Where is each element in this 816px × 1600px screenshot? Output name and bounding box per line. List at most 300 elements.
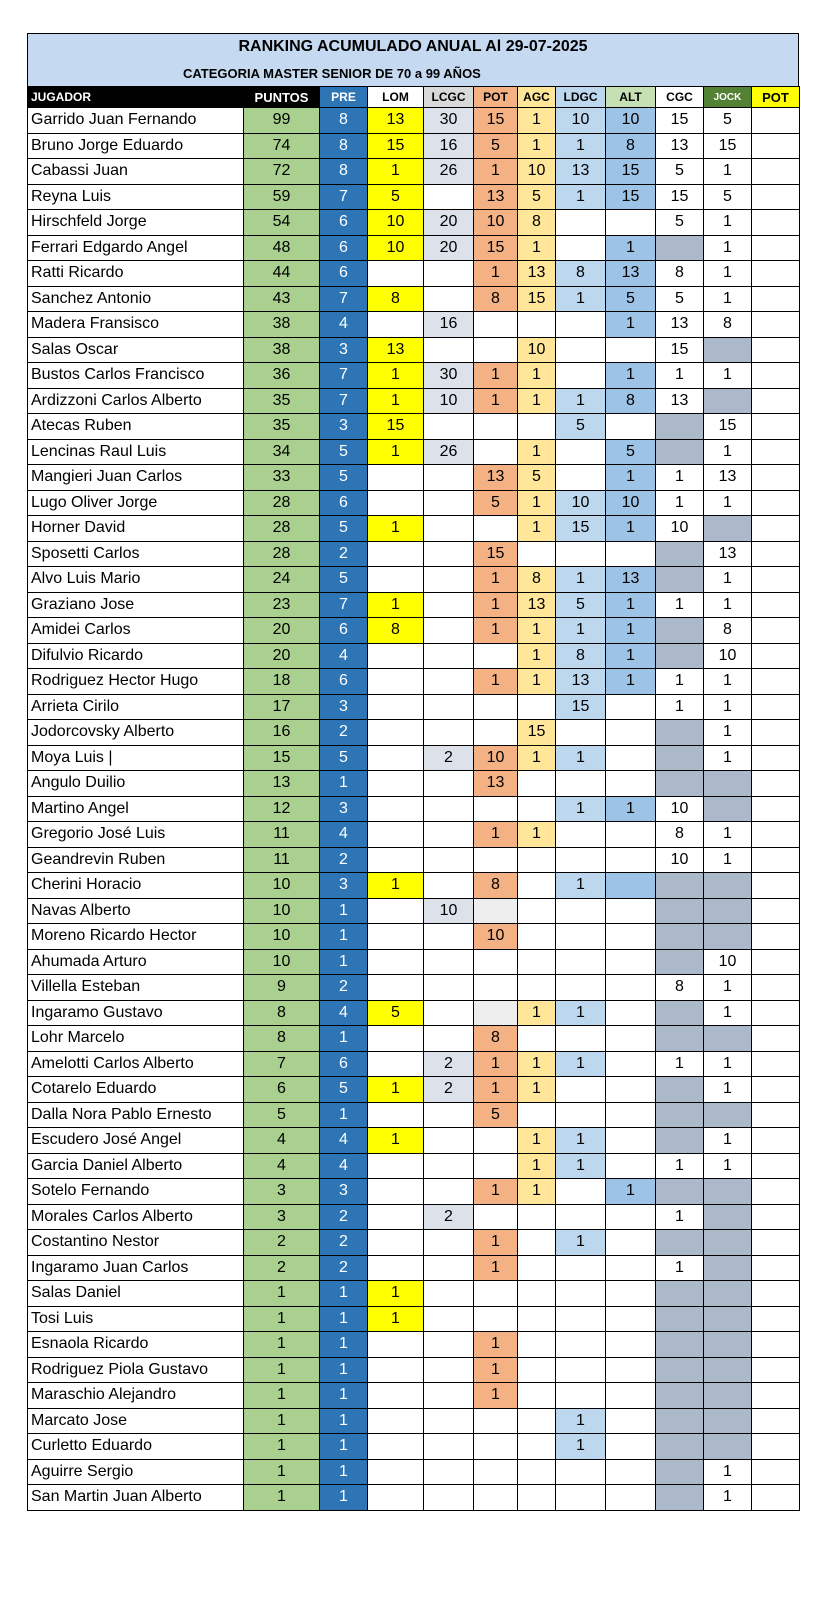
pot-final-cell xyxy=(752,567,800,593)
pot-final-cell xyxy=(752,210,800,236)
table-row xyxy=(28,1332,800,1358)
table-row xyxy=(28,363,800,389)
puntos-cell: 3 xyxy=(244,1179,320,1205)
lcgc-cell: 16 xyxy=(424,312,474,338)
player-name: Bustos Carlos Francisco xyxy=(28,363,244,389)
cgc-cell xyxy=(656,1230,704,1256)
agc-cell xyxy=(518,1459,556,1485)
pot-cell: 8 xyxy=(474,286,518,312)
alt-cell: 1 xyxy=(606,516,656,542)
table-row xyxy=(28,1026,800,1052)
pot-final-cell xyxy=(752,1306,800,1332)
ldgc-cell: 1 xyxy=(556,1128,606,1154)
jock-cell: 5 xyxy=(704,108,752,134)
pot-final-cell xyxy=(752,898,800,924)
alt-cell xyxy=(606,1485,656,1511)
lom-cell xyxy=(368,975,424,1001)
cgc-cell xyxy=(656,618,704,644)
ldgc-cell: 1 xyxy=(556,1051,606,1077)
puntos-cell: 2 xyxy=(244,1230,320,1256)
jock-cell xyxy=(704,388,752,414)
jock-cell: 1 xyxy=(704,1459,752,1485)
table-row xyxy=(28,949,800,975)
pot-cell xyxy=(474,1459,518,1485)
pot-final-cell xyxy=(752,108,800,134)
jock-cell: 1 xyxy=(704,1128,752,1154)
puntos-cell: 1 xyxy=(244,1306,320,1332)
agc-cell xyxy=(518,1383,556,1409)
puntos-cell: 36 xyxy=(244,363,320,389)
ldgc-cell: 13 xyxy=(556,669,606,695)
agc-cell xyxy=(518,1281,556,1307)
table-row xyxy=(28,1281,800,1307)
pre-cell: 6 xyxy=(320,669,368,695)
pre-cell: 7 xyxy=(320,592,368,618)
pre-cell: 6 xyxy=(320,261,368,287)
alt-cell: 8 xyxy=(606,133,656,159)
ldgc-cell xyxy=(556,363,606,389)
player-name: Moreno Ricardo Hector xyxy=(28,924,244,950)
header-alt: ALT xyxy=(606,87,656,108)
ldgc-cell xyxy=(556,1077,606,1103)
pot-final-cell xyxy=(752,1102,800,1128)
lcgc-cell: 20 xyxy=(424,210,474,236)
agc-cell: 1 xyxy=(518,1051,556,1077)
ldgc-cell: 5 xyxy=(556,414,606,440)
pre-cell: 5 xyxy=(320,567,368,593)
pot-final-cell xyxy=(752,184,800,210)
lcgc-cell xyxy=(424,669,474,695)
lcgc-cell: 2 xyxy=(424,1051,474,1077)
cgc-cell: 1 xyxy=(656,669,704,695)
pot-cell xyxy=(474,694,518,720)
alt-cell xyxy=(606,1128,656,1154)
ldgc-cell: 1 xyxy=(556,567,606,593)
ldgc-cell xyxy=(556,210,606,236)
jock-cell: 15 xyxy=(704,133,752,159)
ldgc-cell: 13 xyxy=(556,159,606,185)
jock-cell: 1 xyxy=(704,286,752,312)
jock-cell: 1 xyxy=(704,363,752,389)
table-row xyxy=(28,720,800,746)
jock-cell: 1 xyxy=(704,159,752,185)
header-row xyxy=(28,87,800,108)
agc-cell: 1 xyxy=(518,1153,556,1179)
ldgc-cell xyxy=(556,720,606,746)
alt-cell xyxy=(606,898,656,924)
pre-cell: 2 xyxy=(320,720,368,746)
pot-final-cell xyxy=(752,796,800,822)
lcgc-cell xyxy=(424,184,474,210)
lom-cell: 8 xyxy=(368,286,424,312)
ldgc-cell: 1 xyxy=(556,1153,606,1179)
header-pre: PRE xyxy=(320,87,368,108)
header-jock: JOCK xyxy=(704,87,752,108)
pot-cell: 8 xyxy=(474,1026,518,1052)
cgc-cell: 1 xyxy=(656,490,704,516)
lcgc-cell xyxy=(424,796,474,822)
player-name: Mangieri Juan Carlos xyxy=(28,465,244,491)
lom-cell: 1 xyxy=(368,1077,424,1103)
jock-cell xyxy=(704,898,752,924)
alt-cell xyxy=(606,1230,656,1256)
ldgc-cell xyxy=(556,1306,606,1332)
pot-final-cell xyxy=(752,1128,800,1154)
player-name: Reyna Luis xyxy=(28,184,244,210)
lcgc-cell: 20 xyxy=(424,235,474,261)
pre-cell: 2 xyxy=(320,975,368,1001)
pot-cell: 13 xyxy=(474,184,518,210)
table-row xyxy=(28,1485,800,1511)
agc-cell xyxy=(518,975,556,1001)
table-row xyxy=(28,1153,800,1179)
table-row xyxy=(28,847,800,873)
jock-cell xyxy=(704,1026,752,1052)
pot-cell: 10 xyxy=(474,745,518,771)
pre-cell: 3 xyxy=(320,873,368,899)
pot-cell: 1 xyxy=(474,388,518,414)
agc-cell xyxy=(518,873,556,899)
cgc-cell xyxy=(656,745,704,771)
ldgc-cell: 1 xyxy=(556,1408,606,1434)
jock-cell: 1 xyxy=(704,1485,752,1511)
lom-cell: 1 xyxy=(368,159,424,185)
pot-cell: 1 xyxy=(474,1255,518,1281)
alt-cell xyxy=(606,822,656,848)
alt-cell: 1 xyxy=(606,643,656,669)
player-name: Difulvio Ricardo xyxy=(28,643,244,669)
jock-cell: 1 xyxy=(704,975,752,1001)
alt-cell: 10 xyxy=(606,490,656,516)
ldgc-cell xyxy=(556,1179,606,1205)
lcgc-cell xyxy=(424,516,474,542)
alt-cell xyxy=(606,949,656,975)
puntos-cell: 10 xyxy=(244,873,320,899)
pot-final-cell xyxy=(752,745,800,771)
puntos-cell: 10 xyxy=(244,898,320,924)
pot-cell: 1 xyxy=(474,1230,518,1256)
agc-cell: 13 xyxy=(518,261,556,287)
pot-cell xyxy=(474,1281,518,1307)
puntos-cell: 1 xyxy=(244,1357,320,1383)
pot-cell: 1 xyxy=(474,1357,518,1383)
puntos-cell: 8 xyxy=(244,1026,320,1052)
table-row xyxy=(28,1408,800,1434)
alt-cell xyxy=(606,1306,656,1332)
pot-cell: 1 xyxy=(474,159,518,185)
ldgc-cell: 1 xyxy=(556,745,606,771)
player-name: Salas Oscar xyxy=(28,337,244,363)
header-jugador: JUGADOR xyxy=(28,87,244,108)
table-row xyxy=(28,669,800,695)
agc-cell: 1 xyxy=(518,669,556,695)
jock-cell xyxy=(704,1383,752,1409)
pot-final-cell xyxy=(752,1026,800,1052)
agc-cell: 15 xyxy=(518,286,556,312)
agc-cell: 8 xyxy=(518,567,556,593)
puntos-cell: 34 xyxy=(244,439,320,465)
puntos-cell: 15 xyxy=(244,745,320,771)
ldgc-cell xyxy=(556,235,606,261)
alt-cell: 5 xyxy=(606,286,656,312)
cgc-cell xyxy=(656,567,704,593)
agc-cell xyxy=(518,1102,556,1128)
pre-cell: 7 xyxy=(320,363,368,389)
lom-cell xyxy=(368,1026,424,1052)
cgc-cell xyxy=(656,1306,704,1332)
pot-cell xyxy=(474,1408,518,1434)
pot-final-cell xyxy=(752,1485,800,1511)
player-name: Horner David xyxy=(28,516,244,542)
lom-cell xyxy=(368,1459,424,1485)
cgc-cell xyxy=(656,1102,704,1128)
puntos-cell: 5 xyxy=(244,1102,320,1128)
jock-cell: 1 xyxy=(704,210,752,236)
agc-cell: 1 xyxy=(518,745,556,771)
lom-cell xyxy=(368,1434,424,1460)
cgc-cell: 10 xyxy=(656,516,704,542)
jock-cell: 1 xyxy=(704,847,752,873)
table-row xyxy=(28,312,800,338)
jock-cell xyxy=(704,1255,752,1281)
lom-cell: 1 xyxy=(368,592,424,618)
lom-cell: 10 xyxy=(368,235,424,261)
agc-cell xyxy=(518,949,556,975)
pre-cell: 4 xyxy=(320,1000,368,1026)
title-block xyxy=(27,33,799,86)
lom-cell xyxy=(368,1332,424,1358)
pot-cell xyxy=(474,1153,518,1179)
jock-cell: 1 xyxy=(704,1077,752,1103)
alt-cell xyxy=(606,1332,656,1358)
cgc-cell: 1 xyxy=(656,1153,704,1179)
player-name: Madera Fransisco xyxy=(28,312,244,338)
header-cgc: CGC xyxy=(656,87,704,108)
player-name: Rodriguez Piola Gustavo xyxy=(28,1357,244,1383)
pre-cell: 1 xyxy=(320,1026,368,1052)
table-row xyxy=(28,975,800,1001)
jock-cell: 1 xyxy=(704,745,752,771)
pot-cell xyxy=(474,516,518,542)
agc-cell: 1 xyxy=(518,363,556,389)
lom-cell xyxy=(368,796,424,822)
pot-final-cell xyxy=(752,873,800,899)
table-row xyxy=(28,337,800,363)
cgc-cell xyxy=(656,771,704,797)
lom-cell xyxy=(368,567,424,593)
lom-cell: 8 xyxy=(368,618,424,644)
table-row xyxy=(28,873,800,899)
cgc-cell: 13 xyxy=(656,312,704,338)
lcgc-cell xyxy=(424,1255,474,1281)
player-name: Bruno Jorge Eduardo xyxy=(28,133,244,159)
pot-final-cell xyxy=(752,771,800,797)
ldgc-cell xyxy=(556,1459,606,1485)
pot-final-cell xyxy=(752,1204,800,1230)
lcgc-cell xyxy=(424,1281,474,1307)
jock-cell: 1 xyxy=(704,1153,752,1179)
alt-cell xyxy=(606,1434,656,1460)
pre-cell: 6 xyxy=(320,490,368,516)
pot-final-cell xyxy=(752,439,800,465)
player-name: Aguirre Sergio xyxy=(28,1459,244,1485)
agc-cell: 1 xyxy=(518,388,556,414)
table-row xyxy=(28,898,800,924)
table-row xyxy=(28,1179,800,1205)
player-name: Martino Angel xyxy=(28,796,244,822)
cgc-cell xyxy=(656,949,704,975)
agc-cell: 1 xyxy=(518,822,556,848)
lcgc-cell: 2 xyxy=(424,745,474,771)
lom-cell xyxy=(368,745,424,771)
lcgc-cell xyxy=(424,465,474,491)
player-name: Cherini Horacio xyxy=(28,873,244,899)
puntos-cell: 28 xyxy=(244,541,320,567)
ldgc-cell xyxy=(556,1281,606,1307)
player-name: Moya Luis | xyxy=(28,745,244,771)
pre-cell: 2 xyxy=(320,1255,368,1281)
cgc-cell: 1 xyxy=(656,694,704,720)
ldgc-cell xyxy=(556,465,606,491)
pre-cell: 3 xyxy=(320,1179,368,1205)
pot-final-cell xyxy=(752,924,800,950)
lom-cell xyxy=(368,1357,424,1383)
player-name: Cotarelo Eduardo xyxy=(28,1077,244,1103)
lom-cell xyxy=(368,949,424,975)
table-row xyxy=(28,1000,800,1026)
lom-cell: 1 xyxy=(368,439,424,465)
jock-cell: 1 xyxy=(704,669,752,695)
pot-cell: 1 xyxy=(474,1332,518,1358)
agc-cell: 1 xyxy=(518,439,556,465)
pre-cell: 2 xyxy=(320,1204,368,1230)
table-row xyxy=(28,388,800,414)
cgc-cell: 1 xyxy=(656,1051,704,1077)
lom-cell xyxy=(368,541,424,567)
agc-cell: 5 xyxy=(518,465,556,491)
player-name: Sanchez Antonio xyxy=(28,286,244,312)
puntos-cell: 8 xyxy=(244,1000,320,1026)
alt-cell xyxy=(606,1026,656,1052)
pot-cell xyxy=(474,796,518,822)
table-row xyxy=(28,924,800,950)
ldgc-cell xyxy=(556,949,606,975)
pot-final-cell xyxy=(752,1434,800,1460)
cgc-cell: 10 xyxy=(656,847,704,873)
jock-cell xyxy=(704,1332,752,1358)
table-row xyxy=(28,1077,800,1103)
alt-cell xyxy=(606,1255,656,1281)
puntos-cell: 72 xyxy=(244,159,320,185)
lcgc-cell xyxy=(424,822,474,848)
lcgc-cell xyxy=(424,541,474,567)
pot-final-cell xyxy=(752,541,800,567)
player-name: Sposetti Carlos xyxy=(28,541,244,567)
puntos-cell: 1 xyxy=(244,1408,320,1434)
player-name: Ingaramo Gustavo xyxy=(28,1000,244,1026)
ldgc-cell xyxy=(556,1102,606,1128)
pot-cell: 1 xyxy=(474,592,518,618)
cgc-cell xyxy=(656,720,704,746)
pot-final-cell xyxy=(752,286,800,312)
pot-cell xyxy=(474,720,518,746)
alt-cell: 1 xyxy=(606,669,656,695)
alt-cell: 15 xyxy=(606,184,656,210)
player-name: Salas Daniel xyxy=(28,1281,244,1307)
alt-cell xyxy=(606,694,656,720)
agc-cell xyxy=(518,414,556,440)
puntos-cell: 35 xyxy=(244,414,320,440)
lom-cell: 1 xyxy=(368,873,424,899)
ldgc-cell: 1 xyxy=(556,388,606,414)
player-name: Angulo Duilio xyxy=(28,771,244,797)
cgc-cell xyxy=(656,1128,704,1154)
puntos-cell: 2 xyxy=(244,1255,320,1281)
lcgc-cell xyxy=(424,1128,474,1154)
player-name: Geandrevin Ruben xyxy=(28,847,244,873)
pot-cell: 1 xyxy=(474,1383,518,1409)
puntos-cell: 11 xyxy=(244,847,320,873)
lcgc-cell xyxy=(424,490,474,516)
lom-cell: 13 xyxy=(368,108,424,134)
player-name: Rodriguez Hector Hugo xyxy=(28,669,244,695)
ldgc-cell xyxy=(556,439,606,465)
jock-cell: 5 xyxy=(704,184,752,210)
cgc-cell xyxy=(656,1179,704,1205)
lom-cell xyxy=(368,1408,424,1434)
pre-cell: 1 xyxy=(320,1383,368,1409)
lom-cell xyxy=(368,1255,424,1281)
puntos-cell: 20 xyxy=(244,643,320,669)
pot-cell xyxy=(474,949,518,975)
lcgc-cell xyxy=(424,949,474,975)
cgc-cell xyxy=(656,439,704,465)
pot-final-cell xyxy=(752,388,800,414)
agc-cell xyxy=(518,1357,556,1383)
agc-cell: 1 xyxy=(518,618,556,644)
lcgc-cell xyxy=(424,1408,474,1434)
table-row xyxy=(28,465,800,491)
jock-cell xyxy=(704,1408,752,1434)
puntos-cell: 6 xyxy=(244,1077,320,1103)
cgc-cell xyxy=(656,1383,704,1409)
player-name: Curletto Eduardo xyxy=(28,1434,244,1460)
pre-cell: 2 xyxy=(320,1230,368,1256)
lcgc-cell xyxy=(424,1332,474,1358)
agc-cell xyxy=(518,541,556,567)
pot-cell: 1 xyxy=(474,1051,518,1077)
jock-cell: 8 xyxy=(704,618,752,644)
pot-cell xyxy=(474,1434,518,1460)
pot-cell: 13 xyxy=(474,771,518,797)
pre-cell: 7 xyxy=(320,286,368,312)
pot-cell: 10 xyxy=(474,924,518,950)
pot-final-cell xyxy=(752,1153,800,1179)
jock-cell: 1 xyxy=(704,490,752,516)
ldgc-cell xyxy=(556,337,606,363)
cgc-cell: 1 xyxy=(656,592,704,618)
pot-cell xyxy=(474,1306,518,1332)
cgc-cell xyxy=(656,873,704,899)
pot-cell: 10 xyxy=(474,210,518,236)
puntos-cell: 9 xyxy=(244,975,320,1001)
alt-cell xyxy=(606,975,656,1001)
lcgc-cell xyxy=(424,1000,474,1026)
puntos-cell: 35 xyxy=(244,388,320,414)
pre-cell: 1 xyxy=(320,1408,368,1434)
lom-cell xyxy=(368,261,424,287)
pot-cell xyxy=(474,847,518,873)
